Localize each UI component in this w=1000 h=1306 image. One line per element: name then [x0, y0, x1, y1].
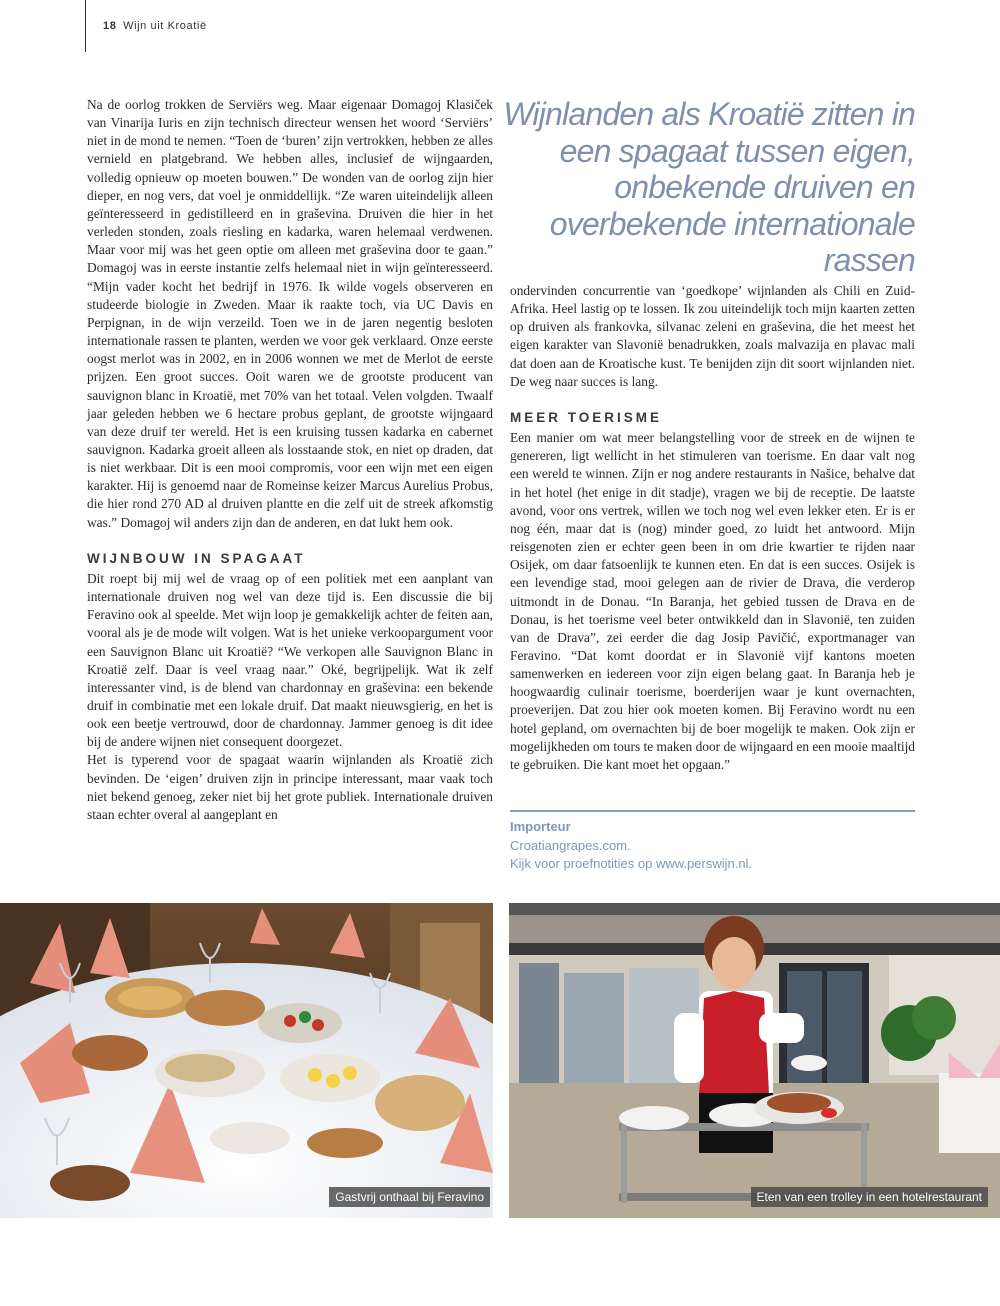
pull-quote-line: Wijnlanden als Kroatië zitten in [503, 96, 915, 132]
subheading: MEER TOERISME [510, 409, 663, 425]
body-paragraph: Een manier om wat meer belangstelling voor de streek en de wijnen te genereren, ligt wellicht in het stimuleren van toerisme. En daar valt nog een wereld te winnen. Zijn er nog andere restaurants in Našice, behalve dat in het hotel (het enige in dit stadje), vragen we bij de receptie. De laatste avond, voor ons vertrek, willen we toch nog wel even lekker eten. Er is er nog één, maar dat is (nog) minder goed, zo luidt het antwoord. Mijn reisgenoten zien er echter geen been in om drie kwartier te rijden naar Osijek, om daar fatsoenlijk te kunnen eten. En dat is een succes. Osijek is een levendige stad, mooi gelegen aan de rivier de Drava, die verderop uitmondt in de Donau. “In Baranja, het gebied tussen de Drava en de Donau, is het toerisme veel beter ontwikkeld dan in Slavonië, ten zuiden van de Drava”, zei eerder die dag Josip Pavičić, exportmanager van Feravino. “Dat komt doordat er in Slavonië vijf kantons moeten samenwerken en iedereen voor zijn eigen belang gaat. In Baranja heb je hoogwaardig culinair toerisme, boerderijen waar je kunt overnachten, proeverijen. Dat zou hier ook moeten komen. Bij Feravino wordt nu een hotel gepland, om overnachten bij de boer mogelijk te maken. Ook zijn er mogelijkheden om tours te maken door de wijngaard en een mooie maaltijd te gebruiken. Die kant moet het opgaan.” [510, 430, 915, 772]
pull-quote-line: overbekende internationale rassen [549, 205, 915, 278]
banquet-table-photo [0, 903, 493, 1218]
body-paragraph: Na de oorlog trokken de Serviërs weg. Maar eigenaar Domagoj Klasiček van Vinarija Iuris en zijn technisch directeur wensen het woord ‘Serviërs’ niet in de mond te nemen. “Toen de ‘buren’ zijn vertrokken, hebben ze alles vernield en platgebrand. We hebben alles, inclusief de wijngaarden, volledig opnieuw op moeten bouwen.” De wonden van de oorlog zijn hier dieper, en nog vers, dat voel je onmiddellijk. “Ze waren uiteindelijk alleen geïnteresseerd in gedistilleerd en in graševina. Druiven die hier in het verleden stonden, zoals riesling en kadarka, waren helemaal verdwenen. Maar voor mij was het geen optie om alleen met graševina door te gaan.” Domagoj was in eerste instantie zelfs helemaal niet in wijn geïnteresseerd. “Mijn vader kocht het bedrijf in 1976. Ik wilde vogels observeren en studeerde biologie in Zweden. Maar ik raakte toch, via UC Davis en Perpignan, in de wijn verzeild. Toen we in de jaren negentig besloten internationale rassen te planten, werden we voor gek verklaard. Onze eerste oogst merlot was in 2002, en in 2006 wonnen we met de Merlot de eerste prijzen. Een groot succes. Ooit waren we de grootste producent van sauvignon blanc in Kroatië, met 70% van het totaal. Velen volgden. Twaalf jaar geleden hebben we 6 hectare probus geplant, de grootste wijngaard van deze druif ter wereld. Het is een kruising tussen kadarka en cabernet sauvignon. Kadarka groeit alleen als losstaande stok, en niet op draden, dat is niet werkbaar. Dit is een mooi compromis, voor een wijn met een eigen karakter. Hij is genoemd naar de Romeinse keizer Marcus Aurelius Probus, die hier rond 270 AD al druiven plantte en die zelf uit de streek afkomstig was.” Domagoj wil anders zijn dan de anderen, en dat lukt hem ook. [87, 97, 493, 530]
header-divider [85, 0, 86, 52]
trolley-restaurant-illustration [509, 903, 1000, 1218]
importer-title: Importeur [510, 819, 571, 834]
subheading: WIJNBOUW IN SPAGAAT [87, 550, 306, 566]
pull-quote [500, 96, 915, 279]
photo-caption: Eten van een trolley in een hotelrestaurant [751, 1187, 988, 1207]
body-paragraph: Het is typerend voor de spagaat waarin wijnlanden als Kroatië zich bevinden. De ‘eigen’ druiven zijn in principe interessant, maar vaak toch niet bekend genoeg, zeker niet bij het grote publiek. Internationale druiven staan echter overal al aangeplant en [87, 752, 493, 822]
running-header [103, 20, 207, 32]
importer-divider [510, 810, 915, 812]
body-paragraph: Dit roept bij mij wel de vraag op of een politiek met een aanplant van internationale druiven nog wel van deze tijd is. Een discussie die bij Feravino ook al speelde. Met wijn loop je gemakkelijk achter de feiten aan, vooral als je de mode wilt volgen. Wat is het unieke verkoopargument voor een Sauvignon Blanc uit Kroatië? “We verkopen alle Sauvignon Blanc in Kroatië zelf. Daar is veel vraag naar.” Oké, begrijpelijk. Wat ik zelf interessanter vind, is de blend van chardonnay en graševina: een bekende druif in combinatie met een lokale druif. Dat maakt nieuwsgierig, en het is ook een beetje vertrouwd, door de chardonnay. Jammer genoeg is dit idee bij de andere wijnen niet consequent doorgezet. [87, 570, 493, 750]
body-paragraph: ondervinden concurrentie van ‘goedkope’ wijnlanden als Chili en Zuid-Afrika. Heel lastig op te lossen. Ik zou uiteindelijk toch mijn kaarten zetten op druiven als frankovka, silvanac zeleni en graševina, die het meest het eigen karakter van Slavonië benadrukken, zoals malvazija en plavac mali dat doen aan de Kroatische kust. Te benijden zijn dit soort wijnlanden niet. De weg naar succes is lang. [510, 283, 915, 389]
tasting-notes-link[interactable]: Kijk voor proefnotities op www.perswijn.nl. [510, 856, 753, 871]
page-number: 18 [103, 20, 117, 32]
trolley-restaurant-photo [509, 903, 1000, 1218]
section-title: Wijn uit Kroatië [123, 20, 207, 32]
importer-name[interactable]: Croatiangrapes.com. [510, 837, 631, 853]
pull-quote-line: onbekende druiven en [614, 169, 915, 205]
left-column [87, 96, 493, 824]
importer-box [510, 818, 752, 874]
pull-quote-line: een spagaat tussen eigen, [559, 132, 915, 169]
photo-caption: Gastvrij onthaal bij Feravino [329, 1187, 490, 1207]
banquet-table-illustration [0, 903, 493, 1218]
right-column [510, 282, 915, 774]
